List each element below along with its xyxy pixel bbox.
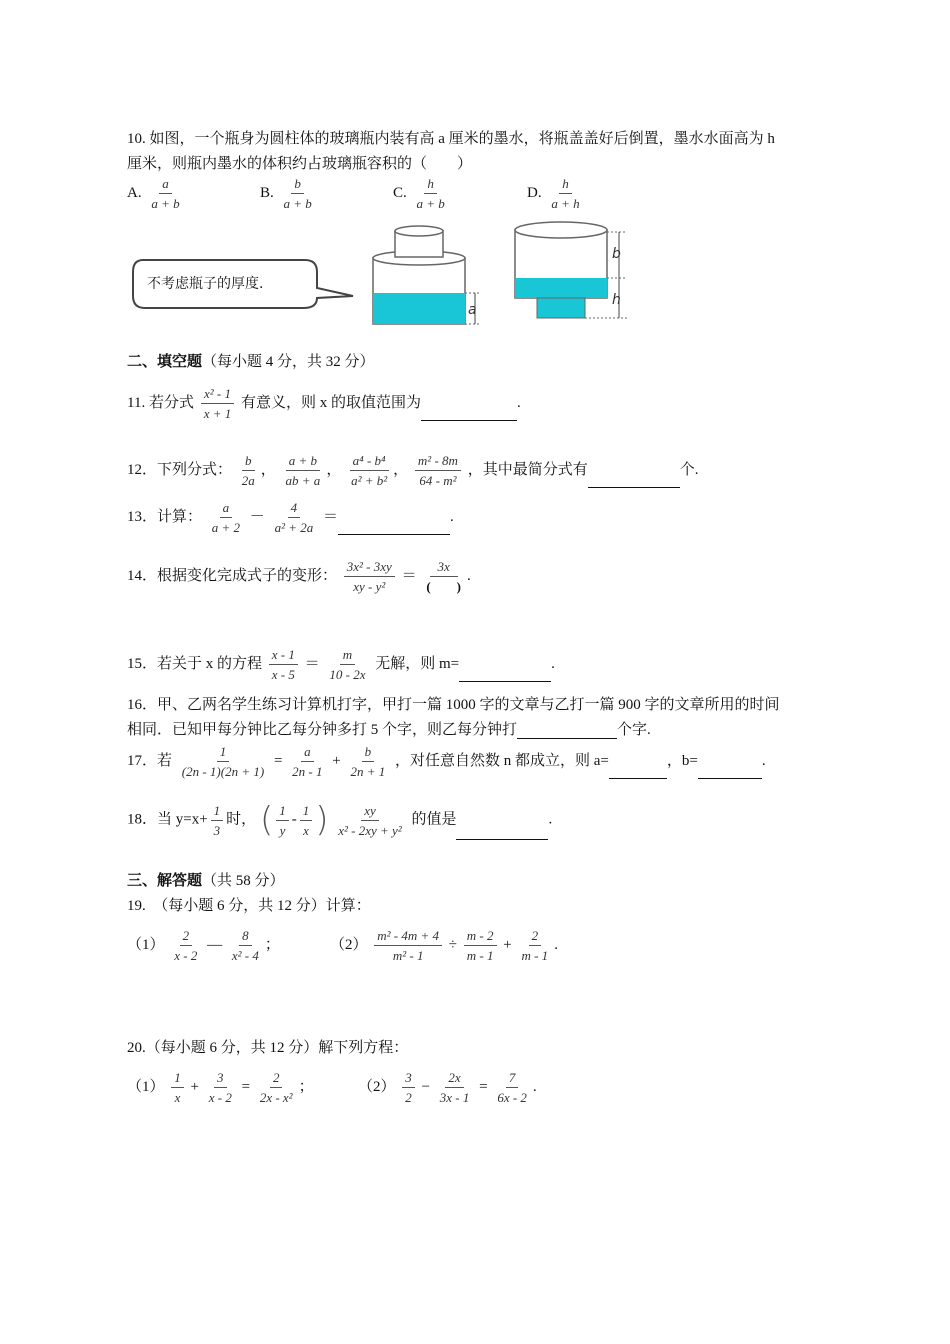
option-fraction [414, 176, 448, 211]
numerator: 2x [445, 1070, 463, 1088]
q16-text: 相同．已知甲每分钟比乙每分钟多打 5 个字，则乙每分钟打 [127, 722, 518, 738]
section-title: 三、解答题 [127, 873, 203, 889]
answer-blank-a[interactable] [609, 763, 667, 779]
numerator: a⁴ - b⁴ [350, 453, 389, 471]
q18-end: . [548, 811, 553, 828]
answer-blank[interactable] [456, 824, 548, 840]
part-label: （2） [330, 936, 368, 953]
numerator: 3 [402, 1070, 415, 1088]
q10-option-a [127, 176, 186, 211]
part-end: . [532, 1078, 537, 1095]
q13 [127, 500, 454, 535]
numerator: a [159, 176, 172, 194]
section3-heading [127, 869, 285, 890]
q10-line1: 10. 如图，一个瓶身为圆柱体的玻璃瓶内装有高 a 厘米的墨水，将瓶盖盖好后倒置，墨水水面高为 h [127, 131, 775, 147]
denominator: (2n - 1)(2n + 1) [181, 764, 265, 779]
denominator: x - 2 [208, 1090, 232, 1105]
q20-p1-fraction-3 [257, 1070, 296, 1105]
part-end: ； [264, 936, 280, 953]
numerator: xy [361, 803, 379, 821]
q18-text: 的值是 [411, 811, 457, 828]
numerator: 8 [239, 928, 252, 946]
q17 [127, 744, 766, 779]
q19-p2-fraction-3 [518, 928, 551, 963]
numerator: h [559, 176, 572, 194]
plus-sign: + [332, 752, 341, 769]
numerator: 7 [506, 1070, 519, 1088]
divide-sign: ÷ [448, 936, 458, 953]
q14 [127, 559, 471, 594]
denominator: 10 - 2x [329, 667, 366, 682]
q16-line2 [127, 718, 651, 739]
q12: 12．下列分式： $\frac{b}{2a}$ ， $\frac{a + b}{ab + a}$ ， $\frac{\text{a⁴ - b⁴}}{\text{a² + b²}}$ ， $\frac{\text{m² - 8m}}{\text{64 - m²}}$ ，其中最简分式有 个. [127, 453, 699, 488]
numerator: m² - 8m [415, 453, 461, 471]
numerator: x - 1 [269, 647, 298, 665]
q16-end: 个字. [617, 722, 651, 738]
q12-text: ，其中最简分式有 [467, 461, 588, 478]
q18-prefix: 18．当 y=x+ [127, 811, 208, 828]
q20-p2-fraction-3 [494, 1070, 530, 1105]
numerator: m [340, 647, 355, 665]
minus-sign: － [249, 508, 265, 525]
q15-text: 无解，则 m= [375, 655, 460, 672]
q15-fraction-1 [269, 647, 298, 682]
bubble-text: 不考虑瓶子的厚度. [147, 276, 264, 292]
q18-fraction-1 [276, 803, 289, 838]
numerator: a + b [286, 453, 320, 471]
part-label: （1） [127, 936, 165, 953]
denominator: x - 5 [271, 667, 295, 682]
numerator: a [220, 500, 233, 518]
answer-blank[interactable] [421, 405, 517, 421]
answer-blank-b[interactable] [698, 763, 762, 779]
q15 [127, 647, 555, 682]
q12-prefix: 12．下列分式： [127, 461, 233, 478]
label-a: a [468, 302, 477, 318]
q11-text: 有意义，则 x 的取值范围为 [241, 394, 422, 411]
q16-line1: 16．甲、乙两名学生练习计算机打字，甲打一篇 1000 字的文章与乙打一篇 900 字的文章所用的时间 [127, 697, 780, 713]
numerator: 1 [300, 803, 313, 821]
answer-blank[interactable] [588, 472, 680, 488]
q17-text: ，对任意自然数 n 都成立，则 a= [395, 752, 609, 769]
answer-blank[interactable] [517, 723, 617, 739]
denominator: a + b [416, 196, 445, 211]
option-label: A. [127, 184, 142, 201]
equals-sign: = [241, 1078, 251, 1095]
q11 [127, 386, 521, 421]
q14-fraction-1 [344, 559, 395, 594]
q20-p2-fraction-1 [402, 1070, 415, 1105]
denominator: m - 1 [521, 948, 549, 963]
q13-fraction-1 [209, 500, 243, 535]
left-paren: ( [259, 800, 274, 840]
denominator: ab + a [285, 473, 321, 488]
minus-sign: — [207, 936, 223, 953]
denominator: a + b [151, 196, 180, 211]
q10-line2: 厘米，则瓶内墨水的体积约占玻璃瓶容积的（ ） [127, 156, 473, 172]
numerator: 1 [276, 803, 289, 821]
numerator: 1 [217, 744, 230, 762]
q20-p2-fraction-2 [437, 1070, 473, 1105]
denominator: a + b [283, 196, 312, 211]
numerator: x² - 1 [201, 386, 234, 404]
bottle-figure [125, 218, 645, 330]
denominator: a + 2 [211, 520, 241, 535]
option-label: C. [393, 184, 407, 201]
numerator: 1 [171, 1070, 184, 1088]
equals-sign: ＝ [401, 567, 417, 584]
numerator: 2 [529, 928, 542, 946]
numerator: 2 [180, 928, 193, 946]
denominator: x + 1 [203, 406, 232, 421]
section2-heading [127, 350, 375, 371]
option-label: D. [527, 184, 542, 201]
q13-prefix: 13．计算： [127, 508, 203, 525]
q14-fraction-2 [423, 559, 464, 594]
numerator: h [424, 176, 437, 194]
q12-end: 个. [679, 461, 699, 478]
section-note: （共 58 分） [202, 873, 285, 889]
part-label: （1） [127, 1078, 165, 1095]
denominator: 2n - 1 [292, 764, 323, 779]
q13-fraction-2 [272, 500, 317, 535]
q15-prefix: 15．若关于 x 的方程 [127, 655, 263, 672]
q20-p1-fraction-1 [171, 1070, 184, 1105]
option-label: B. [260, 184, 274, 201]
denominator: y [279, 822, 286, 838]
denominator: 2x - x² [259, 1090, 293, 1105]
option-fraction [281, 176, 315, 211]
denominator: 3 [213, 822, 221, 838]
q15-end: . [551, 655, 555, 672]
q14-prefix: 14．根据变化完成式子的变形： [127, 567, 338, 584]
denominator: xy - y² [353, 579, 386, 594]
q10-option-d [527, 176, 586, 211]
q19-p2-fraction-2 [464, 928, 497, 963]
part-label: （2） [358, 1078, 396, 1095]
q20-heading: 20.（每小题 6 分，共 12 分）解下列方程： [127, 1040, 409, 1056]
numerator: 4 [288, 500, 301, 518]
equals-sign: ＝ [322, 508, 338, 525]
q18 [127, 800, 552, 840]
q19-part2 [330, 928, 558, 963]
q18-when: 时， [226, 811, 257, 828]
numerator: 3x² - 3xy [344, 559, 395, 577]
q20-part2 [358, 1070, 537, 1105]
right-paren: ) [315, 800, 329, 840]
denominator: m - 1 [466, 948, 494, 963]
q18-fraction-3 [335, 803, 404, 838]
numerator: a [301, 744, 314, 762]
denominator: 2 [405, 1090, 412, 1105]
q17-fraction-1 [179, 744, 267, 779]
q12-fraction-3 [348, 453, 390, 488]
q17-fraction-3 [347, 744, 388, 779]
q17-fraction-2 [289, 744, 325, 779]
equals-sign: = [479, 1078, 488, 1095]
denominator: 6x - 2 [497, 1090, 527, 1105]
answer-parentheses[interactable]: ( ) [426, 579, 461, 594]
q18-fraction-0 [211, 803, 224, 838]
numerator: m - 2 [464, 928, 497, 946]
answer-blank[interactable] [338, 519, 450, 535]
q15-fraction-2 [326, 647, 368, 682]
q19-part1 [127, 928, 280, 963]
q11-prefix: 11. 若分式 [127, 394, 194, 411]
numerator: 3x [430, 559, 458, 577]
numerator: b [242, 453, 255, 471]
q12-fraction-2 [283, 453, 324, 488]
denominator: a² + 2a [274, 520, 314, 535]
minus-sign: − [421, 1078, 430, 1095]
part-end: ； [298, 1078, 314, 1095]
label-h: h [612, 292, 621, 308]
numerator: 3 [214, 1070, 227, 1088]
label-b: b [612, 246, 621, 262]
denominator: m² - 1 [392, 948, 424, 963]
q10-option-c [393, 176, 451, 211]
q20-part1 [127, 1070, 314, 1105]
q11-end: . [517, 394, 521, 411]
denominator: a² + b² [351, 473, 388, 488]
denominator: x [303, 822, 309, 838]
numerator: 2 [270, 1070, 283, 1088]
q19-p2-fraction-1 [374, 928, 442, 963]
q17-prefix: 17．若 [127, 752, 173, 769]
denominator: 64 - m² [419, 473, 457, 488]
denominator: a + h [551, 196, 580, 211]
q12-fraction-1 [239, 453, 258, 488]
q18-fraction-2 [300, 803, 313, 838]
denominator: 2n + 1 [350, 764, 386, 779]
numerator: m² - 4m + 4 [374, 928, 442, 946]
q13-end: . [450, 508, 454, 525]
numerator: b [291, 176, 304, 194]
q14-end: . [467, 567, 471, 584]
q20-p1-fraction-2 [206, 1070, 235, 1105]
numerator: b [362, 744, 375, 762]
part-end: . [554, 936, 558, 953]
inverted-bottle [515, 222, 627, 318]
q19-heading: 19. （每小题 6 分，共 12 分）计算： [127, 898, 371, 914]
equals-sign: = [273, 752, 283, 769]
q17-end: . [761, 752, 766, 769]
section-note: （每小题 4 分，共 32 分） [202, 354, 375, 370]
q19-p1-fraction-2 [229, 928, 262, 963]
q12-fraction-4 [415, 453, 461, 488]
option-fraction [548, 176, 582, 211]
denominator: x - 2 [174, 948, 198, 963]
answer-blank[interactable] [459, 666, 551, 682]
q10-option-b [260, 176, 318, 211]
section-title: 二、填空题 [127, 354, 203, 370]
denominator: 3x - 1 [439, 1090, 470, 1105]
numerator: 1 [211, 803, 224, 821]
q17-mid: ，b= [666, 752, 698, 769]
upright-bottle [373, 226, 481, 324]
denominator: x² - 2xy + y² [338, 822, 402, 838]
plus-sign: + [190, 1078, 199, 1095]
denominator: x [174, 1090, 181, 1105]
option-fraction [148, 176, 182, 211]
minus-sign: - [291, 811, 297, 828]
q11-fraction [201, 386, 235, 421]
equals-sign: ＝ [304, 655, 320, 672]
plus-sign: + [503, 936, 512, 953]
q19-p1-fraction-1 [171, 928, 200, 963]
denominator: 2a [241, 473, 255, 488]
denominator: x² - 4 [231, 948, 259, 963]
